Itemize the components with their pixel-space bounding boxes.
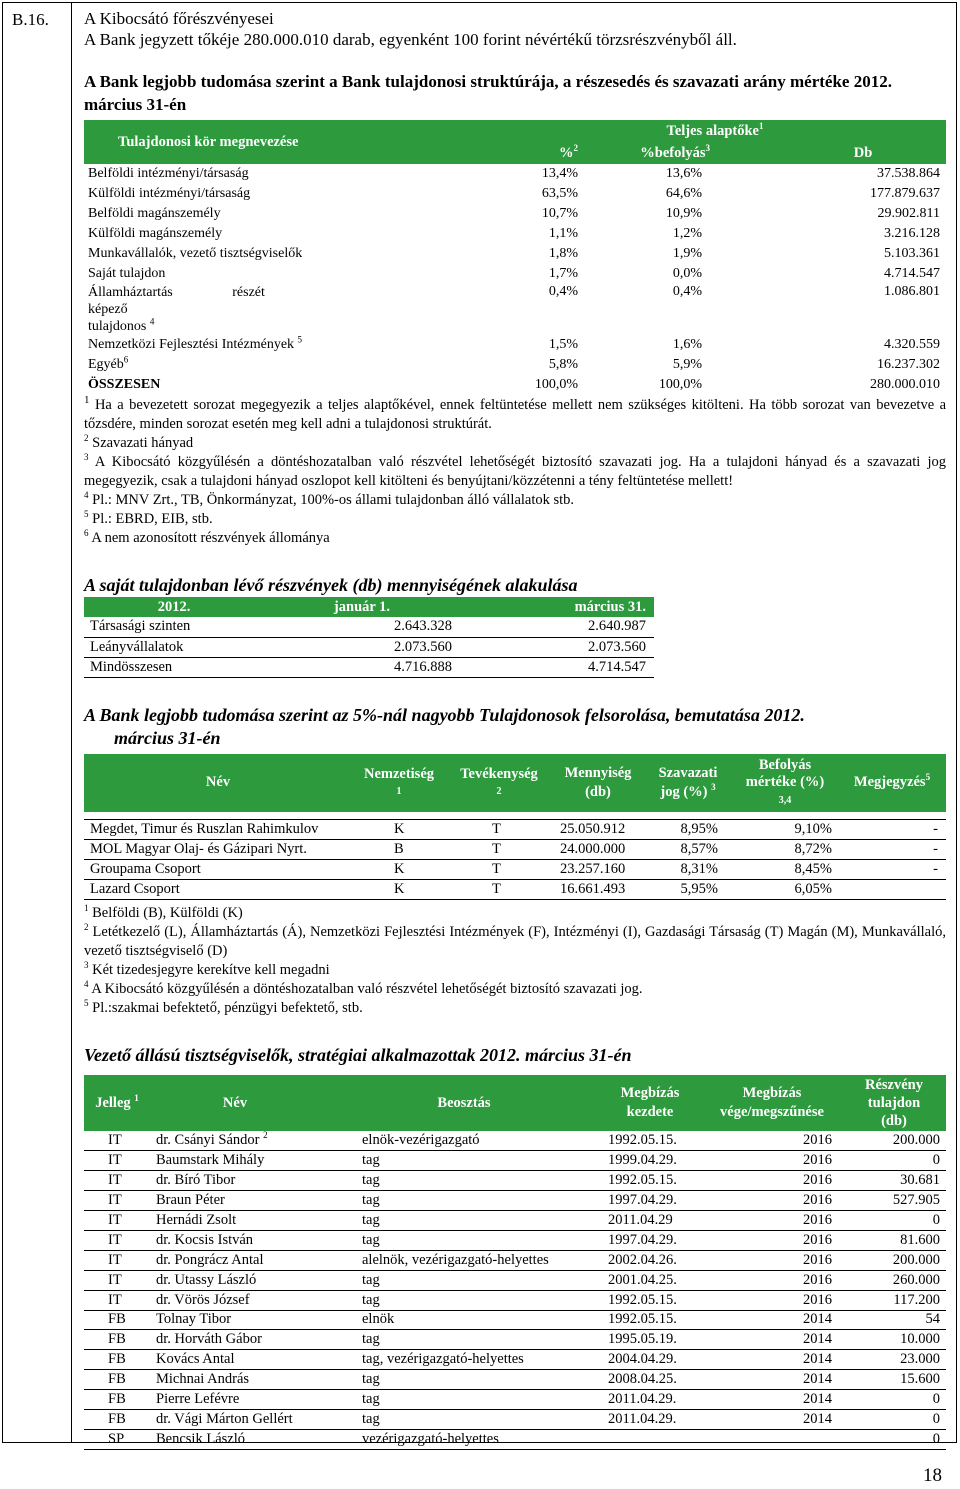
table-row: IT dr. Utassy László tag 2001.04.25. 2016 260.000 [84,1270,946,1290]
influence-header: %befolyás [640,144,706,161]
table-row: Munkavállalók, vezető tisztségviselők 1,8% 1,9% 5.103.361 [88,246,940,261]
officers-heading: Vezető állású tisztségviselők, stratégiai alkalmazottak 2012. március 31-én [84,1045,632,1065]
owner-column-header: Tulajdonosi kör megnevezése [118,133,299,150]
table-row: Leányvállalatok 2.073.560 2.073.560 [84,637,654,657]
table-row: MOL Magyar Olaj- és Gázipari Nyrt. B T 24.000.000 8,57% 8,72% - [84,840,946,860]
table-row: IT dr. Pongrácz Antal alelnök, vezérigazgató-helyettes 2002.04.26. 2016 200.000 [84,1250,946,1270]
table-row: Nemzetközi Fejlesztési Intézmények $^5$ 1,5% 1,6% 4.320.559 [88,334,940,352]
big-owners-heading: A Bank legjobb tudomása szerint az 5%-nál nagyobb Tulajdonosok felsorolása, bemutatása 2012. március 31-én [84,704,805,748]
own-shares-heading: A saját tulajdonban lévő részvények (db) mennyiségének alakulása [84,575,578,595]
section-number-column [2,2,72,1443]
section-content [84,8,946,1450]
table-row: FB Kovács Antal tag, vezérigazgató-helyettes 2004.04.29. 2014 23.000 [84,1350,946,1370]
section-number: B.16. [12,10,49,29]
table-row: Egyéb$^6$ 5,8% 5,9% 16.237.302 [88,354,940,372]
state-owner-name: Államháztartás részét képező [88,285,265,317]
table-row: FB Pierre Lefévre tag 2011.04.29. 2014 0 [84,1390,946,1410]
table-row: Mindösszesen 4.716.888 4.714.547 [84,657,654,677]
table-row: Társasági szinten 2.643.328 2.640.987 [84,617,654,637]
table-row: Külföldi intézményi/társaság 63,5% 64,6% 177.879.637 [88,186,940,201]
table-row: SP Bencsik László vezérigazgató-helyettes 0 [84,1429,946,1449]
table-row: Belföldi intézményi/társaság 13,4% 13,6% 37.538.864 [88,166,940,181]
ownership-intro: A Bank legjobb tudomása szerint a Bank tulajdonosi struktúrája, a részesedés és szavazati arány mértéke 2012. március 31-én [84,72,892,114]
own-shares-table: 2012. január 1. március 31. Társasági szinten 2.643.328 2.640.987 Leányvállalatok 2.073.560 2.073.560 Mindösszesen 4.716.888 4.714.547 [84,597,654,678]
total-capital-header: Teljes alaptőke [666,122,759,139]
table-row: Saját tulajdon 1,7% 0,0% 4.714.547 [88,266,940,281]
table-row: IT dr. Bíró Tibor tag 1992.05.15. 2016 30.681 [84,1171,946,1191]
officers-table: Jelleg $^1$ Név Beosztás Megbízás kezdete Megbízás vége/megszűnése Részvény tulajdon (db) IT dr. Csányi Sándor $^2$ elnök-vezérigazgató 1992.05.15. 2016 200.000 IT Baumstark Mihály tag 1999.04.29. 2016 0 IT dr. Bíró Tibor tag 1992.05.15. 2016 30.681 IT Braun Péter tag 1997.04.29. 2016 527.905 IT Hernádi Zsolt tag 2011.04.29 2016 0 IT dr. Kocsis István tag 1997.04.29. 2016 81.600 IT dr. Pongrácz Antal alelnök, vezérigazgató-helyettes 2002.04.26. 2016 200.000 IT dr. Utassy László tag 2001.04.25. 2016 260.000 IT dr. Vörös József tag 1992.05.15. 2016 117.200 FB Tolnay Tibor elnök 1992.05.15. 2014 54 FB dr. Horváth Gábor tag 1995.05.19. 2014 10.000 FB Kovács Antal tag, vezérigazgató-helyettes 2004.04.29. 2014 23.000 FB Michnai András tag 2008.04.25. 2014 15.600 FB Pierre Lefévre tag 2011.04.29. 2014 0 FB dr. Vági Márton Gellért tag 2011.04.29. 2014 0 SP Bencsik László vezérigazgató-helyettes 0 [84,1075,946,1450]
table-row: FB dr. Vági Márton Gellért tag 2011.04.29. 2014 0 [84,1409,946,1429]
ownership-table: Tulajdonosi kör megnevezése Teljes alaptőke$^1$ %$^2$ %befolyás$^3$ Db Belföldi intézményi/társaság 13,4% 13,6% 37.538.864 Külföldi intézményi/társaság 63,5% 64,6% 177.879.637 Belföldi magánszemély 10,7% 10,9% 29.902.811 Külföldi magánszemély 1,1% 1,2% 3.216.128 Munkavállalók, vezető tisztségviselők 1,8% 1,9% 5.103.361 Saját tulajdon 1,7% 0,0% 4.714.547 Államháztartás részét képező tulajdonos $^4$ 0,4% 0,4% 1.086.801 Nemzetközi Fejlesztési Intézmények $^5$ 1,5% 1,6% 4.320.559 Egyéb$^6$ 5,8% 5,9% 16.237.302 ÖSSZESEN 100,0% 100,0% 280.000.010 [84,120,946,395]
table-row: IT dr. Csányi Sándor $^2$ elnök-vezérigazgató 1992.05.15. 2016 200.000 [84,1131,946,1151]
table-row: FB Tolnay Tibor elnök 1992.05.15. 2014 54 [84,1310,946,1330]
db-header: Db [853,144,873,161]
table-row: IT Hernádi Zsolt tag 2011.04.29 2016 0 [84,1211,946,1231]
table-row: FB Michnai András tag 2008.04.25. 2014 15.600 [84,1370,946,1390]
table-row: Megdet, Timur és Ruszlan Rahimkulov K T 25.050.912 8,95% 9,10% - [84,820,946,840]
table-row: Lazard Csoport K T 16.661.493 5,95% 6,05% [84,880,946,900]
big-owners-table: Név Nemzetiség 1 Tevékenység 2 Mennyiség (db) Szavazati jog (%) $^3$ Befolyás mértéke (%) 3,4 Megjegyzés$^5$ Megdet, Timur és Ruszlan Rahimkulov K T 25.050.912 8,95% 9,10% - MOL Magyar Olaj- és Gázipari Nyrt. B T 24.000.000 8,57% 8,72% - Groupama Csoport K T 23.257.160 8,31% 8,45% - Lazard Csoport K T 16.661.493 5,95% 6,05% [84,754,946,901]
pct-header: % [559,144,574,161]
table-row: IT dr. Kocsis István tag 1997.04.29. 2016 81.600 [84,1230,946,1250]
table-row: Groupama Csoport K T 23.257.160 8,31% 8,45% - [84,860,946,880]
capital-statement: A Bank jegyzett tőkéje 280.000.010 darab, egyenként 100 forint névértékű törzsrészvényből áll. [84,30,737,49]
name-header: Név [205,774,231,790]
page-number: 18 [923,1465,942,1486]
table-row: IT dr. Vörös József tag 1992.05.15. 2016 117.200 [84,1290,946,1310]
table-row: IT Baumstark Mihály tag 1999.04.29. 2016 0 [84,1151,946,1171]
table-row: Külföldi magánszemély 1,1% 1,2% 3.216.128 [88,226,940,241]
section-title: A Kibocsátó főrészvényesei [84,9,274,28]
total-row: ÖSSZESEN 100,0% 100,0% 280.000.010 [88,377,940,392]
ownership-footnotes: $^1$ Ha a bevezetett sorozat megegyezik a teljes alaptőkével, ennek feltüntetése mellett nem szükséges kitölteni. Ha több sorozat van bevezetve a tőzsdére, minden sorozat esetén meg kell adni a tulajdonosi struktúrát. $^2$ Szavazati hányad $^3$ A Kibocsátó közgyűlésén a döntéshozatalban való részvétel lehetőségét biztosító szavazati jog. Ha a tulajdoni hányad és a szavazati jog megegyezik, csak a tulajdoni hányad oszlopot kell kitölteni és benyújtani/közzétenni a tény feltüntetése mellett! $^4$ Pl.: MNV Zrt., TB, Önkormányzat, 100%-os állami tulajdonban álló vállalatok stb. $^5$ Pl.: EBRD, EIB, stb. $^6$ A nem azonosított részvények állománya [84,394,947,546]
big-owners-footnotes: $^1$ Belföldi (B), Külföldi (K) $^2$ Letétkezelő (L), Államháztartás (Á), Nemzetközi Fejlesztési Intézmények (F), Intézményi (I), Gazdasági Társaság (T) Magán (M), Munkavállaló, vezető tisztségviselő (D) $^3$ Két tizedesjegyre kerekítve kell megadni $^4$ A Kibocsátó közgyűlésén a döntéshozatalban való részvétel lehetőségét biztosító szavazati jog. $^5$ Pl.:szakmai befektető, pénzügyi befektető, stb. [84,903,946,1016]
table-row: Államháztartás részét képező tulajdonos $^4$ 0,4% 0,4% 1.086.801 [88,284,940,334]
table-row: Belföldi magánszemély 10,7% 10,9% 29.902.811 [88,206,940,221]
table-row: IT Braun Péter tag 1997.04.29. 2016 527.905 [84,1191,946,1211]
table-row: FB dr. Horváth Gábor tag 1995.05.19. 2014 10.000 [84,1330,946,1350]
